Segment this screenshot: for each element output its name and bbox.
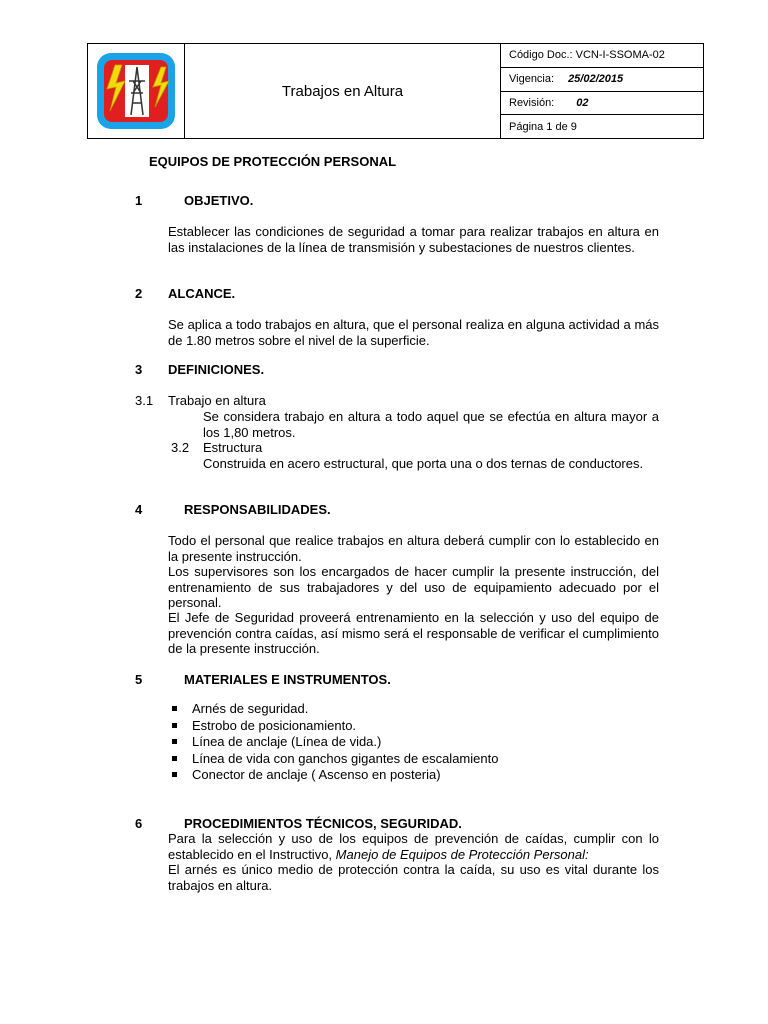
pagina-row (501, 115, 703, 138)
section-6-paragraph-1-text: Para la selección y uso de los equipos de prevención de caídas, cumplir con lo establecido en el Instructivo, (168, 831, 659, 862)
section-5-number: 5 (135, 672, 143, 687)
codigo-row (501, 44, 703, 68)
codigo-value: VCN-I-SSOMA-02 (575, 49, 665, 62)
list-item: Estrobo de posicionamiento. (172, 718, 498, 735)
logo-cell (88, 44, 185, 138)
document-header (87, 43, 704, 139)
definition-1-term: Trabajo en altura (168, 393, 266, 408)
instructivo-reference: Manejo de Equipos de Protección Personal: (335, 846, 589, 862)
doc-title: EQUIPOS DE PROTECCIÓN PERSONAL (149, 154, 397, 169)
definition-1-text: Se considera trabajo en altura a todo aquel que se efectúa en altura mayor a los 1,80 metros. (203, 409, 659, 440)
definition-2-term: Estructura (203, 440, 263, 455)
definition-2-number: 3.2 (171, 440, 190, 455)
section-6-number: 6 (135, 816, 143, 831)
vigencia-row (501, 68, 703, 92)
section-2-number: 2 (135, 286, 143, 301)
section-1-title: OBJETIVO. (184, 193, 254, 208)
pagina-text: Página 1 de 9 (509, 120, 577, 133)
section-4-paragraph-2: Los supervisores son los encargados de hacer cumplir la presente instrucción, del entrenamiento de sus trabajadores y del uso de equipamiento adecuado por el personal. (168, 564, 659, 610)
list-item: Línea de vida con ganchos gigantes de escalamiento (172, 751, 498, 768)
header-title: Trabajos en Altura (185, 44, 501, 138)
revision-row (501, 92, 703, 116)
section-4-title: RESPONSABILIDADES. (184, 502, 331, 517)
list-item: Línea de anclaje (Línea de vida.) (172, 734, 498, 751)
revision-value: 02 (576, 96, 589, 109)
section-4-paragraph-1: Todo el personal que realice trabajos en altura deberá cumplir con lo establecido en la presente instrucción. (168, 533, 659, 564)
revision-label: Revisión: (509, 96, 555, 109)
section-6-title: PROCEDIMIENTOS TÉCNICOS, SEGURIDAD. (184, 816, 462, 831)
codigo-label: Código Doc.: (509, 49, 573, 62)
section-2-body: Se aplica a todo trabajos en altura, que el personal realiza en alguna actividad a más de 1.80 metros sobre el nivel de la superficie. (168, 317, 659, 348)
list-item: Arnés de seguridad. (172, 701, 498, 718)
section-4-number: 4 (135, 502, 143, 517)
section-4-paragraph-3: El Jefe de Seguridad proveerá entrenamiento en la selección y uso del equipo de prevención contra caídas, así mismo será el responsable de verificar el cumplimiento de la presente instrucción. (168, 610, 659, 656)
section-2-title: ALCANCE. (168, 286, 236, 301)
section-1-number: 1 (135, 193, 143, 208)
materials-list (172, 701, 498, 784)
company-logo (95, 51, 177, 131)
vigencia-label: Vigencia: (509, 73, 555, 86)
list-item: Conector de anclaje ( Ascenso en posteria) (172, 767, 498, 784)
definition-1-number: 3.1 (135, 393, 154, 408)
section-1-body: Establecer las condiciones de seguridad a tomar para realizar trabajos en altura en las instalaciones de la línea de transmisión y subestaciones de nuestros clientes. (168, 224, 659, 255)
definition-2-text: Construida en acero estructural, que porta una o dos ternas de conductores. (203, 456, 644, 471)
section-3-title: DEFINICIONES. (168, 362, 265, 377)
section-6-paragraph-1 (168, 831, 659, 862)
section-3-number: 3 (135, 362, 143, 377)
header-meta (501, 44, 703, 138)
section-6-paragraph-2: El arnés es único medio de protección contra la caída, su uso es vital durante los trabajos en altura. (168, 862, 659, 893)
vigencia-value: 25/02/2015 (568, 73, 624, 86)
section-5-title: MATERIALES E INSTRUMENTOS. (184, 672, 391, 687)
